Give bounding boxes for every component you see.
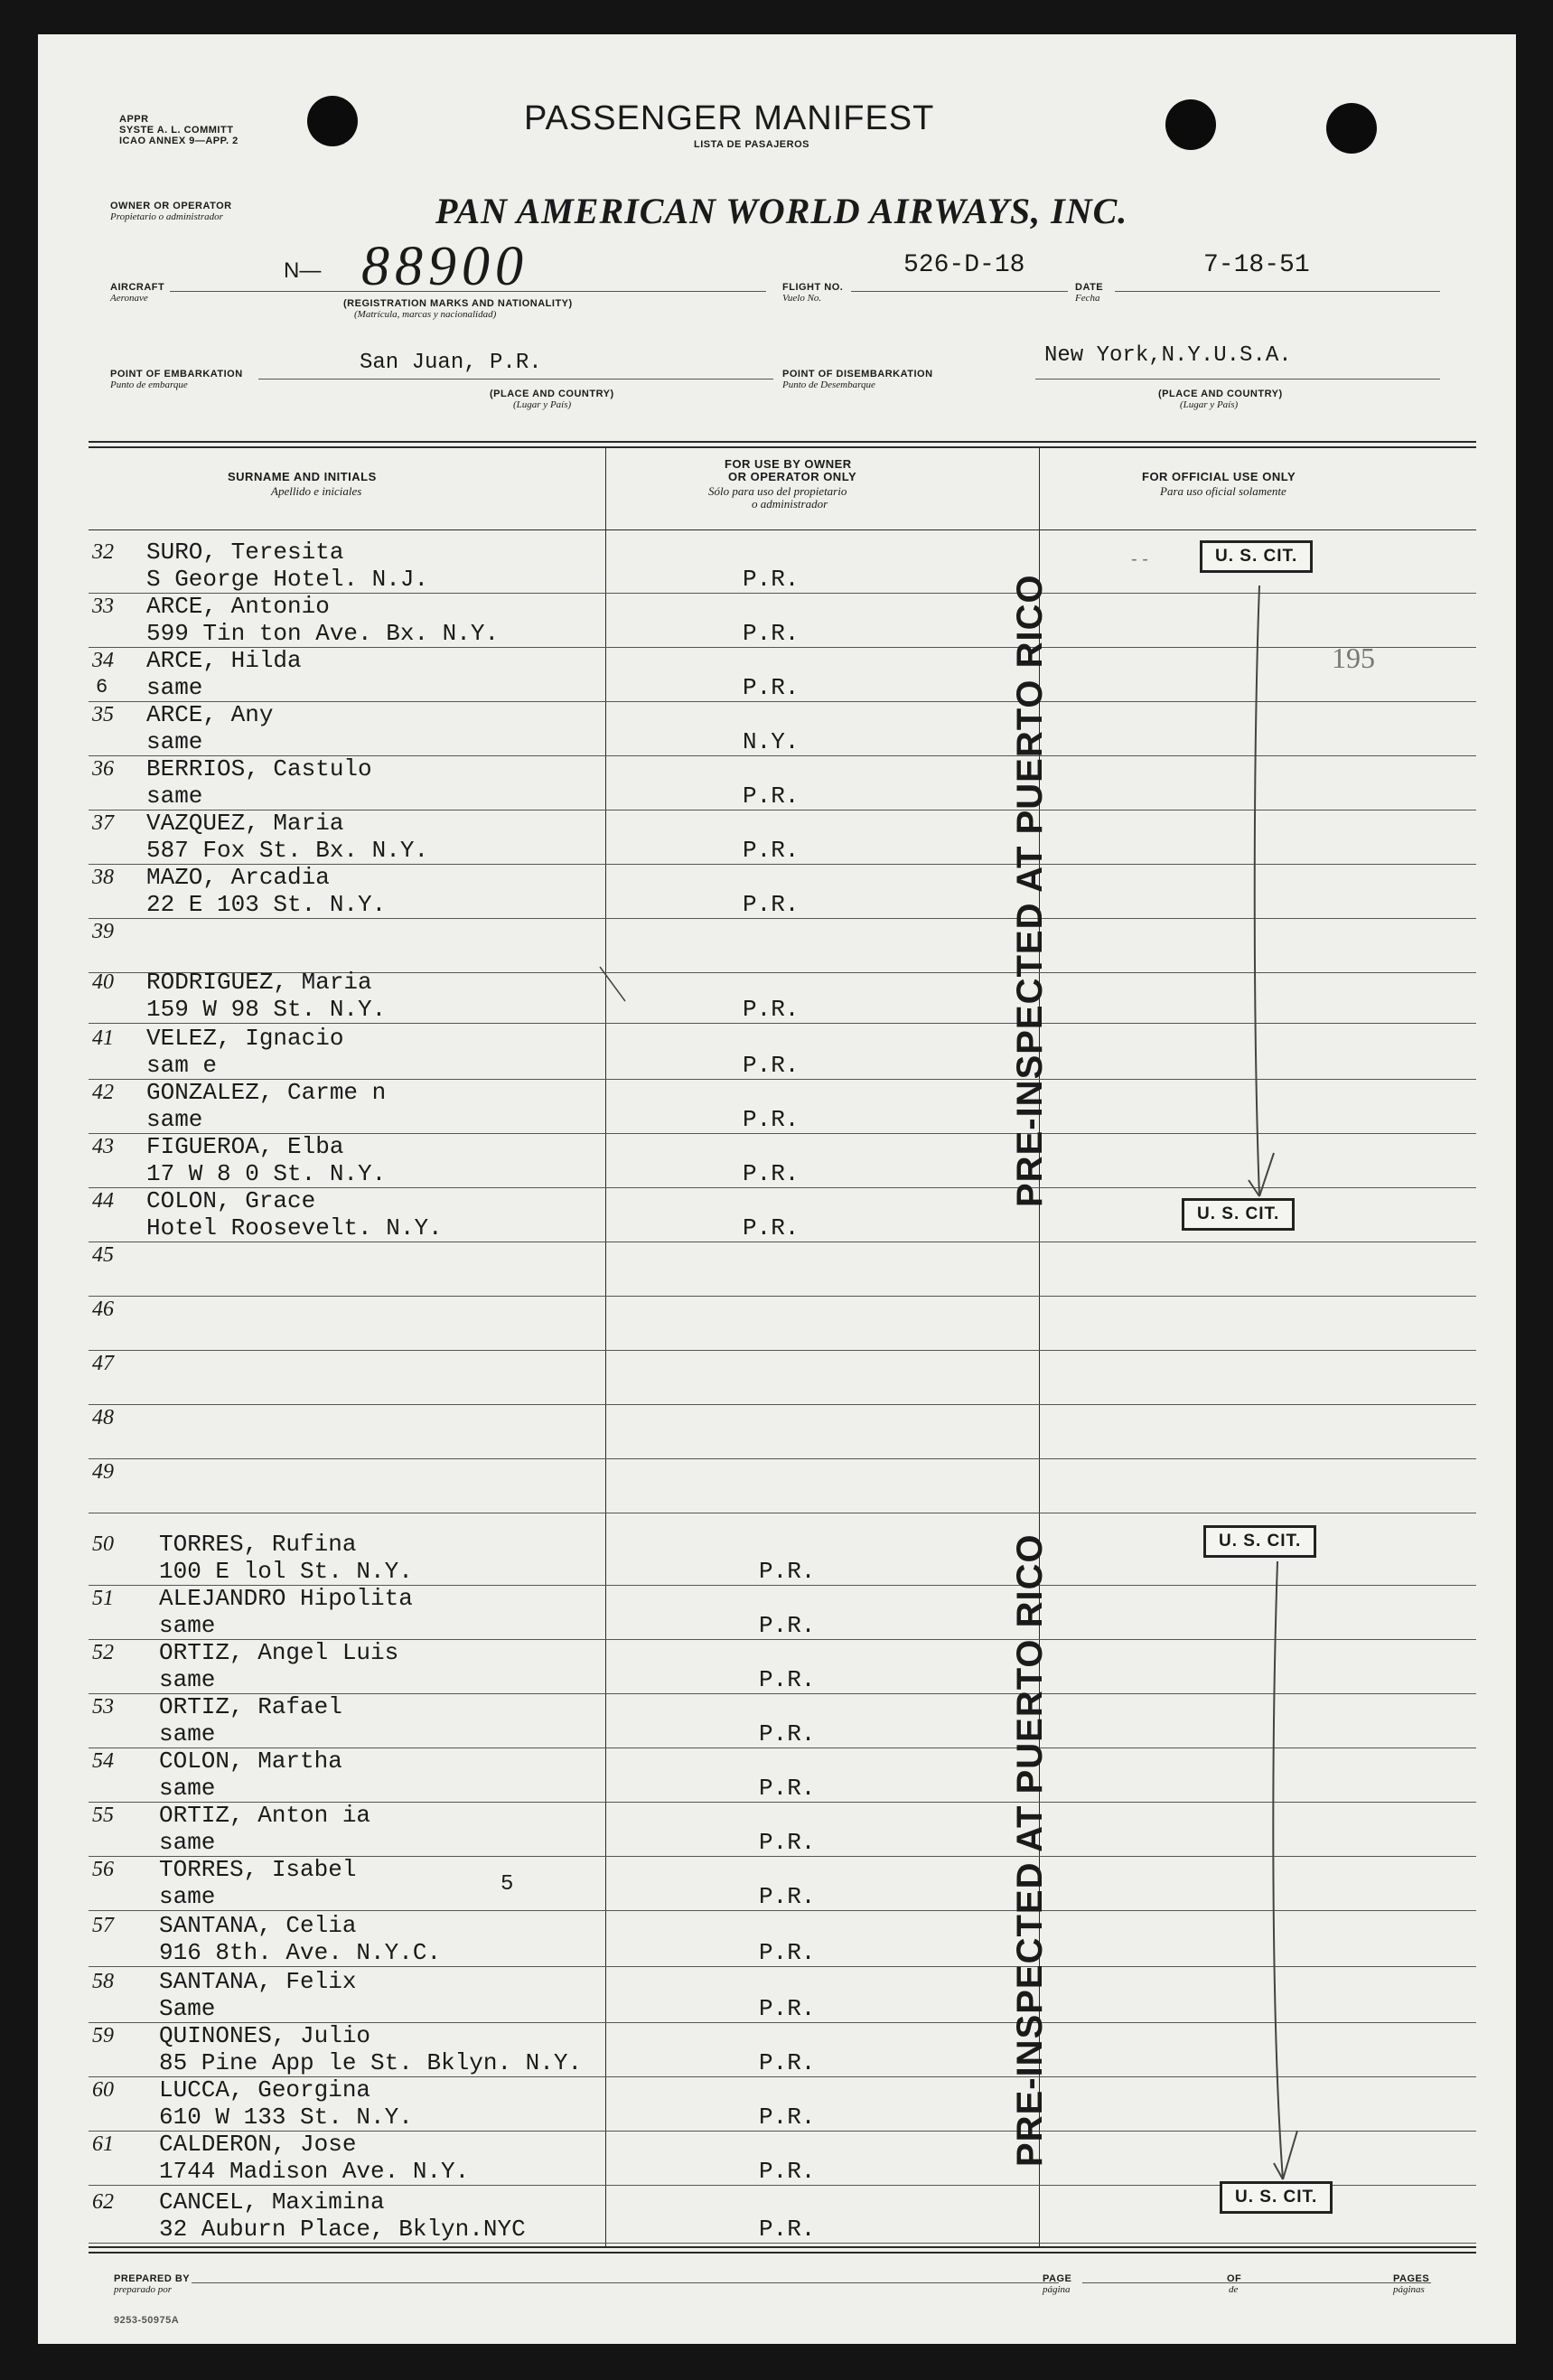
passenger-address: same — [159, 1775, 216, 1802]
embarkation-place-caption: (PLACE AND COUNTRY) — [490, 389, 614, 399]
passenger-name: SURO, Teresita — [146, 539, 344, 566]
aircraft-label-es: Aeronave — [110, 293, 148, 304]
passenger-address: 916 8th. Ave. N.Y.C. — [159, 1939, 442, 1966]
aircraft-prefix: N— — [284, 258, 322, 283]
row-number: 62 — [92, 2190, 114, 2214]
owner-code: P.R. — [743, 674, 800, 701]
passenger-name: CALDERON, Jose — [159, 2131, 357, 2158]
pre-inspected-stamp-2: PRE-INSPECTED AT PUERTO RICO — [1010, 1533, 1050, 2167]
punch-hole-right — [1326, 103, 1377, 154]
row-number: 45 — [92, 1243, 114, 1267]
passenger-address: 22 E 103 St. N.Y. — [146, 891, 387, 918]
passenger-name: FIGUEROA, Elba — [146, 1133, 344, 1160]
row-number: 61 — [92, 2132, 114, 2156]
row-number: 51 — [92, 1587, 114, 1610]
passenger-address: S George Hotel. N.J. — [146, 566, 429, 593]
approval-line-1: APPR — [119, 114, 149, 125]
passenger-address: 17 W 8 0 St. N.Y. — [146, 1160, 387, 1187]
approval-line-3: ICAO ANNEX 9—APP. 2 — [119, 136, 239, 146]
passenger-address: 1744 Madison Ave. N.Y. — [159, 2158, 470, 2185]
pre-inspected-stamp-1: PRE-INSPECTED AT PUERTO RICO — [1010, 574, 1050, 1207]
row-number: 50 — [92, 1532, 114, 1556]
approval-line-2: SYSTE A. L. COMMITT — [119, 125, 234, 136]
pages-label: PAGES — [1393, 2273, 1430, 2284]
row-number: 33 — [92, 595, 114, 618]
passenger-name: SANTANA, Felix — [159, 1968, 357, 1995]
passenger-address: same — [159, 1720, 216, 1748]
table-top-rule-2 — [89, 446, 1476, 448]
row-number: 43 — [92, 1135, 114, 1158]
row-number: 49 — [92, 1460, 114, 1484]
row-number: 32 — [92, 540, 114, 564]
passenger-name: ORTIZ, Rafael — [159, 1693, 342, 1720]
col-header-owner-es-2: o administrador — [752, 497, 828, 511]
row-number: 34 — [92, 649, 114, 672]
passenger-name: MAZO, Arcadia — [146, 864, 330, 891]
row-number: 53 — [92, 1695, 114, 1719]
owner-code: P.R. — [759, 2158, 816, 2185]
passenger-address: 610 W 133 St. N.Y. — [159, 2104, 413, 2131]
owner-code: P.R. — [743, 782, 800, 810]
pages-label-es: páginas — [1393, 2284, 1425, 2295]
passenger-address: same — [159, 1829, 216, 1856]
owner-code: P.R. — [759, 1775, 816, 1802]
owner-code: P.R. — [743, 620, 800, 647]
passenger-name: ARCE, Hilda — [146, 647, 302, 674]
row-number: 58 — [92, 1970, 114, 1993]
passenger-name: CANCEL, Maximina — [159, 2188, 385, 2216]
row-rule — [89, 1296, 1476, 1297]
form-number: 9253-50975A — [114, 2315, 180, 2326]
row-rule — [89, 1966, 1476, 1967]
passenger-name: TORRES, Rufina — [159, 1531, 357, 1558]
passenger-name: QUINONES, Julio — [159, 2022, 371, 2049]
row-rule — [89, 701, 1476, 702]
passenger-name: COLON, Grace — [146, 1187, 316, 1214]
row-number: 54 — [92, 1749, 114, 1773]
row-rule — [89, 1404, 1476, 1405]
registration-caption-es: (Matrícula, marcas y nacionalidad) — [354, 309, 497, 320]
table-bottom-rule-1 — [89, 2246, 1476, 2248]
passenger-address: 599 Tin ton Ave. Bx. N.Y. — [146, 620, 500, 647]
disembarkation-value: New York,N.Y.U.S.A. — [1044, 343, 1292, 368]
col-header-owner-2: OR OPERATOR ONLY — [728, 470, 857, 483]
passenger-address: 159 W 98 St. N.Y. — [146, 996, 387, 1023]
prepared-by-underline — [192, 2282, 1059, 2283]
flight-label-es: Vuelo No. — [782, 293, 822, 304]
stamp-number: 195 — [1332, 642, 1375, 674]
passenger-address: same — [146, 674, 203, 701]
disembarkation-label: POINT OF DISEMBARKATION — [782, 369, 933, 379]
dash-mark: - - — [1131, 549, 1148, 569]
passenger-name: COLON, Martha — [159, 1748, 342, 1775]
owner-code: P.R. — [759, 2104, 816, 2131]
col-header-surname: SURNAME AND INITIALS — [228, 470, 377, 483]
owner-code: P.R. — [743, 891, 800, 918]
row-number: 39 — [92, 920, 114, 943]
passenger-address: same — [146, 728, 203, 755]
col-header-owner-es-1: Sólo para uso del propietario — [708, 484, 847, 498]
passenger-name: ORTIZ, Angel Luis — [159, 1639, 399, 1666]
owner-code: P.R. — [743, 1160, 800, 1187]
row-number: 47 — [92, 1352, 114, 1375]
registration-caption: (REGISTRATION MARKS AND NATIONALITY) — [343, 298, 573, 309]
owner-code: P.R. — [759, 1558, 816, 1585]
manifest-sheet — [38, 34, 1516, 2344]
passenger-name: ARCE, Antonio — [146, 593, 330, 620]
row-number: 56 — [92, 1858, 114, 1881]
passenger-name: SANTANA, Celia — [159, 1912, 357, 1939]
owner-code: P.R. — [743, 996, 800, 1023]
owner-code: P.R. — [759, 1612, 816, 1639]
passenger-name: VELEZ, Ignacio — [146, 1025, 344, 1052]
passenger-address: 587 Fox St. Bx. N.Y. — [146, 837, 429, 864]
row-number: 55 — [92, 1804, 114, 1827]
row-number: 42 — [92, 1081, 114, 1104]
row-rule — [89, 1023, 1476, 1024]
passenger-name: TORRES, Isabel — [159, 1856, 357, 1883]
us-cit-stamp-2: U. S. CIT. — [1182, 1198, 1295, 1231]
row-rule — [89, 2243, 1476, 2244]
passenger-name: ARCE, Any — [146, 701, 274, 728]
row-number: 48 — [92, 1406, 114, 1429]
row-rule — [89, 1910, 1476, 1911]
passenger-address: 85 Pine App le St. Bklyn. N.Y. — [159, 2049, 583, 2076]
stray-mark-6: 6 — [96, 676, 108, 698]
passenger-address: same — [146, 1106, 203, 1133]
row-number: 59 — [92, 2024, 114, 2047]
passenger-address: Same — [159, 1995, 216, 2022]
operator-name: PAN AMERICAN WORLD AIRWAYS, INC. — [435, 191, 1128, 231]
us-cit-stamp-4: U. S. CIT. — [1220, 2181, 1333, 2214]
passenger-name: ALEJANDRO Hipolita — [159, 1585, 413, 1612]
row-number: 41 — [92, 1026, 114, 1050]
row-number: 52 — [92, 1641, 114, 1664]
col-divider-1 — [605, 448, 606, 2246]
owner-code: P.R. — [743, 1106, 800, 1133]
of-label-es: de — [1229, 2284, 1239, 2295]
passenger-name: BERRIOS, Castulo — [146, 755, 372, 782]
table-top-rule-1 — [89, 441, 1476, 443]
row-number: 44 — [92, 1189, 114, 1213]
header-bottom-rule — [89, 529, 1476, 530]
passenger-name: LUCCA, Georgina — [159, 2076, 371, 2104]
owner-code: P.R. — [759, 2049, 816, 2076]
us-cit-stamp-1: U. S. CIT. — [1200, 540, 1313, 573]
row-number: 57 — [92, 1914, 114, 1937]
punch-hole-left — [307, 96, 358, 146]
flight-number: 526-D-18 — [903, 251, 1025, 279]
passenger-address: same — [159, 1612, 216, 1639]
owner-code: P.R. — [759, 1720, 816, 1748]
passenger-address: Hotel Roosevelt. N.Y. — [146, 1214, 443, 1242]
owner-code: P.R. — [743, 837, 800, 864]
passenger-name: RODRIGUEZ, Maria — [146, 969, 372, 996]
passenger-name: ORTIZ, Anton ia — [159, 1802, 371, 1829]
passenger-name: VAZQUEZ, Maria — [146, 810, 344, 837]
owner-code: P.R. — [759, 1666, 816, 1693]
aircraft-number: 88900 — [361, 236, 529, 297]
col-header-official: FOR OFFICIAL USE ONLY — [1142, 470, 1296, 483]
date-label-es: Fecha — [1075, 293, 1100, 304]
flight-underline — [851, 291, 1068, 292]
row-number: 38 — [92, 866, 114, 889]
of-label: OF — [1227, 2273, 1242, 2284]
embarkation-place-caption-es: (Lugar y País) — [513, 399, 572, 410]
col-header-owner-1: FOR USE BY OWNER — [725, 457, 852, 471]
row-rule — [89, 1350, 1476, 1351]
row-number: 40 — [92, 970, 114, 994]
page-label: PAGE — [1043, 2273, 1072, 2284]
date-underline — [1115, 291, 1440, 292]
page-title: PASSENGER MANIFEST — [524, 99, 935, 137]
passenger-name: GONZALEZ, Carme n — [146, 1079, 387, 1106]
disembarkation-place-caption: (PLACE AND COUNTRY) — [1158, 389, 1283, 399]
disembarkation-label-es: Punto de Desembarque — [782, 379, 875, 390]
disembarkation-place-caption-es: (Lugar y País) — [1180, 399, 1239, 410]
passenger-address: same — [159, 1666, 216, 1693]
table-bottom-rule-2 — [89, 2252, 1476, 2254]
owner-code: P.R. — [743, 566, 800, 593]
row-number: 60 — [92, 2078, 114, 2102]
passenger-address: same — [146, 782, 203, 810]
page-label-es: página — [1043, 2284, 1071, 2295]
prepared-by-label-es: preparado por — [114, 2284, 173, 2295]
owner-code: P.R. — [759, 1829, 816, 1856]
row-number: 46 — [92, 1298, 114, 1321]
owner-code: P.R. — [759, 1939, 816, 1966]
stray-mark-5: 5 — [501, 1872, 514, 1897]
prepared-by-label: PREPARED BY — [114, 2273, 191, 2284]
passenger-address: 32 Auburn Place, Bklyn.NYC — [159, 2216, 526, 2243]
owner-code: P.R. — [743, 1052, 800, 1079]
owner-code: P.R. — [759, 1995, 816, 2022]
owner-code: N.Y. — [743, 728, 800, 755]
row-rule — [89, 1458, 1476, 1459]
col-header-surname-es: Apellido e iniciales — [271, 484, 362, 498]
embarkation-value: San Juan, P.R. — [360, 351, 542, 375]
page-title-es: LISTA DE PASAJEROS — [694, 139, 809, 150]
owner-code: P.R. — [759, 1883, 816, 1910]
us-cit-stamp-3: U. S. CIT. — [1203, 1525, 1316, 1558]
date-label: DATE — [1075, 282, 1104, 293]
owner-code: P.R. — [759, 2216, 816, 2243]
passenger-address: sam e — [146, 1052, 218, 1079]
owner-code: P.R. — [743, 1214, 800, 1242]
row-number: 37 — [92, 811, 114, 835]
embarkation-label: POINT OF EMBARKATION — [110, 369, 243, 379]
col-header-official-es: Para uso oficial solamente — [1160, 484, 1286, 498]
punch-hole-center — [1165, 99, 1216, 150]
row-rule — [89, 918, 1476, 919]
owner-label: OWNER OR OPERATOR — [110, 201, 232, 211]
row-number: 36 — [92, 757, 114, 781]
passenger-address: same — [159, 1883, 216, 1910]
embarkation-label-es: Punto de embarque — [110, 379, 188, 390]
flight-date: 7-18-51 — [1203, 251, 1310, 279]
flight-label: FLIGHT NO. — [782, 282, 844, 293]
row-number: 35 — [92, 703, 114, 726]
aircraft-label: AIRCRAFT — [110, 282, 165, 293]
passenger-address: 100 E lol St. N.Y. — [159, 1558, 413, 1585]
owner-label-es: Propietario o administrador — [110, 211, 223, 222]
